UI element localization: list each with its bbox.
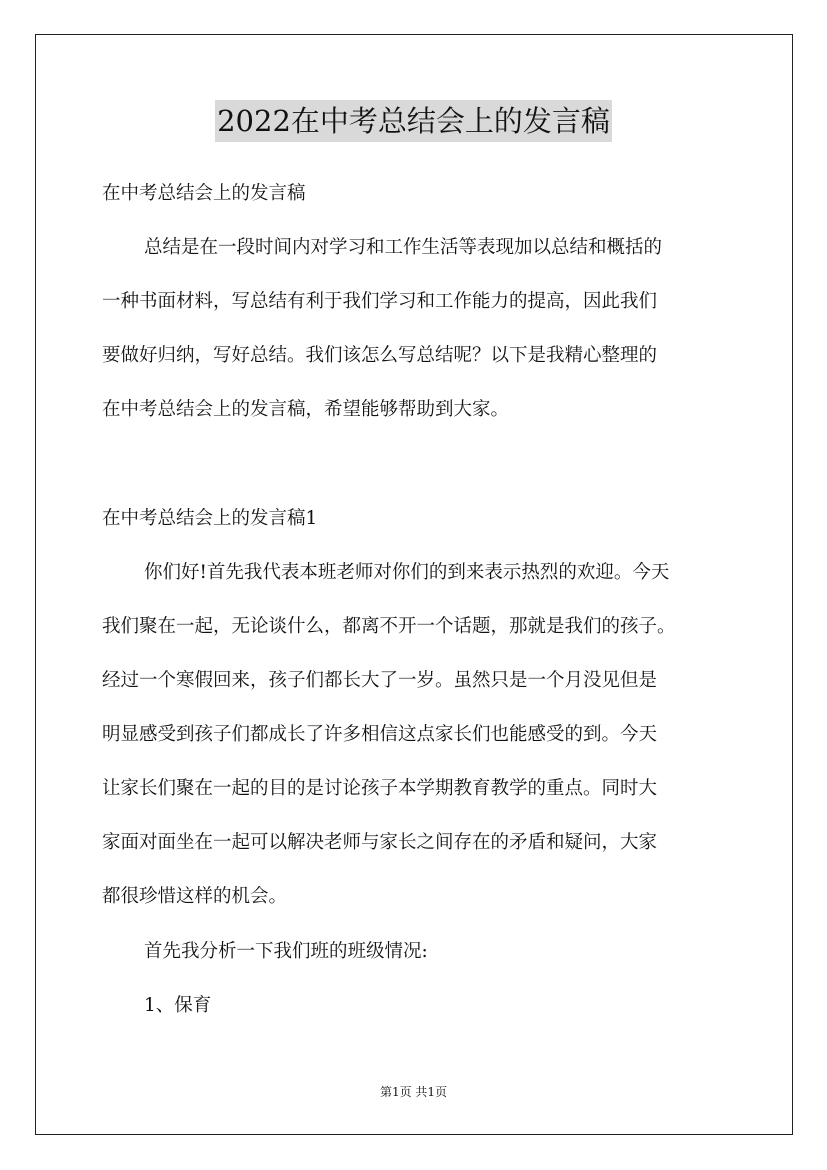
intro-line-3: 要做好归纳，写好总结。我们该怎么写总结呢？以下是我精心整理的 [102,345,658,366]
intro-line-1: 总结是在一段时间内对学习和工作生活等表现加以总结和概括的 [144,237,663,258]
body-line-6: 家面对面坐在一起可以解决老师与家长之间存在的矛盾和疑问，大家 [102,832,658,853]
body-line-1: 你们好!首先我代表本班老师对你们的到来表示热烈的欢迎。今天 [144,562,670,583]
body-line-2: 我们聚在一起，无论谈什么，都离不开一个话题，那就是我们的孩子。 [102,616,676,637]
page-footer: 第1页 共1页 [379,1085,448,1099]
intro-line-4: 在中考总结会上的发言稿，希望能够帮助到大家。 [102,399,510,420]
paragraph-2: 首先我分析一下我们班的班级情况: [144,941,428,962]
body-line-4: 明显感受到孩子们都成长了许多相信这点家长们也能感受的到。今天 [102,724,658,745]
list-item-1: 1、保育 [144,995,212,1016]
body-line-3: 经过一个寒假回来，孩子们都长大了一岁。虽然只是一个月没见但是 [102,670,658,691]
body-line-5: 让家长们聚在一起的目的是讨论孩子本学期教育教学的重点。同时大 [102,778,658,799]
title-container [0,100,827,142]
section-heading: 在中考总结会上的发言稿1 [102,508,318,529]
document-subtitle: 在中考总结会上的发言稿 [102,183,306,204]
body-line-7: 都很珍惜这样的机会。 [102,886,288,907]
intro-line-2: 一种书面材料，写总结有利于我们学习和工作能力的提高，因此我们 [102,291,658,312]
document-title: 2022在中考总结会上的发言稿 [215,100,612,142]
